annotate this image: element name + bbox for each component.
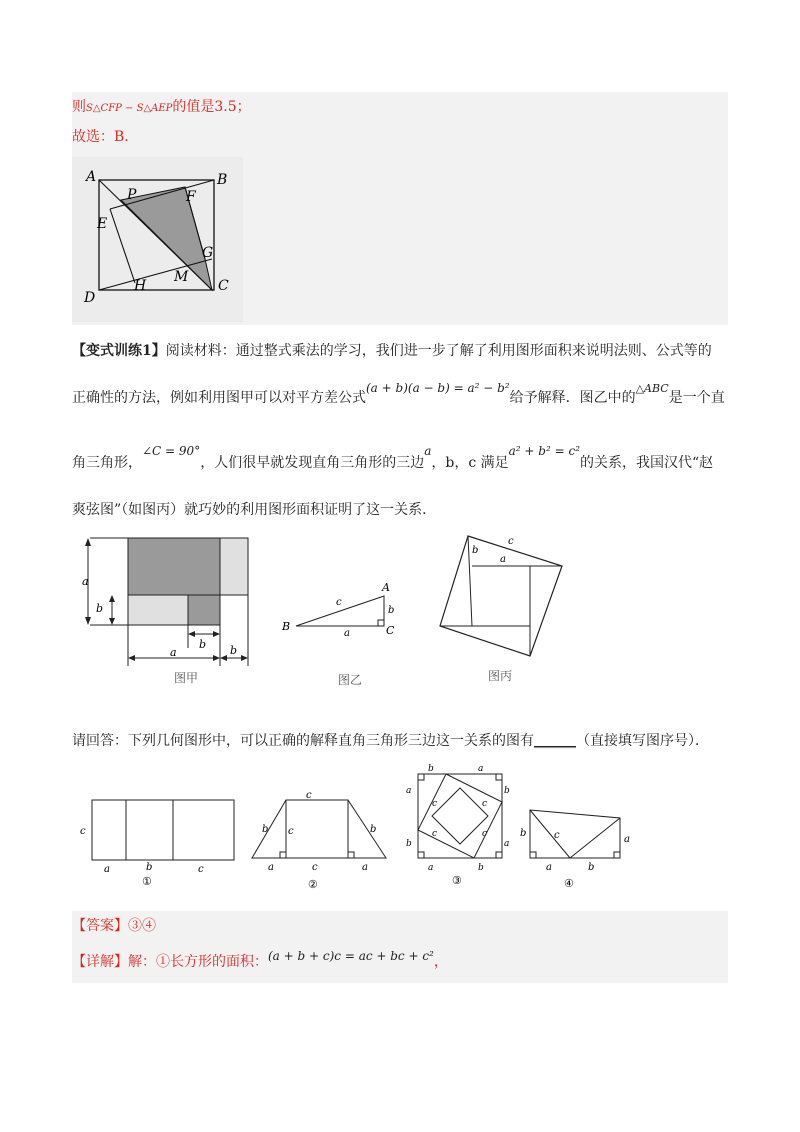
jia-label-b-left: b bbox=[96, 602, 104, 615]
label-f: F bbox=[186, 189, 196, 205]
bing-label-c: c bbox=[508, 536, 514, 547]
opt1-label-c: c bbox=[198, 864, 204, 875]
label-b: B bbox=[217, 172, 228, 188]
opt3-label-b-right: b bbox=[504, 786, 510, 796]
jia-label-b-mid: b bbox=[199, 638, 207, 651]
figure-yi bbox=[278, 578, 408, 688]
bing-caption: 图丙 bbox=[488, 669, 513, 683]
question-text-b: （直接填写图序号）． bbox=[576, 733, 709, 749]
opt1-label-c-left: c bbox=[80, 826, 86, 837]
answer-line bbox=[72, 916, 156, 936]
option-figure-3 bbox=[402, 758, 512, 888]
exercise-text-2a: 正确性的方法，例如利用图甲可以对平方差公式 bbox=[72, 390, 366, 406]
exercise-text-3c: ，b，c 满足 bbox=[431, 455, 509, 471]
figure-bing bbox=[432, 528, 572, 688]
opt4-label-a-right: a bbox=[624, 834, 630, 845]
answer-label: 【答案】 bbox=[72, 918, 128, 934]
option-1-number: ① bbox=[142, 875, 152, 888]
label-m: M bbox=[174, 269, 189, 285]
exercise-line-2 bbox=[72, 381, 725, 409]
exercise-line-3 bbox=[72, 444, 714, 473]
label-h: H bbox=[134, 278, 147, 294]
option-figure-4 bbox=[520, 790, 640, 900]
opt4-label-b-left: b bbox=[520, 828, 527, 839]
result-suffix: 的值是3.5； bbox=[172, 99, 251, 115]
opt2-label-c-left: c bbox=[288, 826, 294, 837]
opt3-label-a-right: a bbox=[504, 839, 510, 849]
opt3-label-a-top: a bbox=[478, 764, 484, 774]
label-g: G bbox=[202, 245, 214, 261]
opt2-label-c-bottom: c bbox=[312, 862, 318, 873]
opt3-label-c-2: c bbox=[482, 799, 488, 809]
square-figure-panel bbox=[72, 157, 243, 322]
answer-value: ③④ bbox=[128, 918, 156, 934]
jia-label-a-left: a bbox=[82, 575, 89, 588]
result-line bbox=[72, 97, 251, 119]
opt4-label-a-bottom: a bbox=[546, 862, 552, 873]
area-difference-expr: S△CFP − S△AEP bbox=[86, 103, 173, 114]
opt3-label-c-1: c bbox=[432, 799, 438, 809]
question-text-a: 请回答：下列几何图形中，可以正确的解释直角三角形三边这一关系的图有 bbox=[72, 733, 534, 749]
label-a: A bbox=[86, 169, 97, 185]
opt4-label-b-bottom: b bbox=[588, 862, 595, 873]
question-line bbox=[72, 731, 709, 751]
exercise-label: 【变式训练1】 bbox=[72, 343, 166, 359]
label-d: D bbox=[84, 290, 96, 306]
option-4-number: ④ bbox=[564, 877, 574, 890]
option-figure-2 bbox=[238, 790, 398, 900]
label-e: E bbox=[97, 216, 108, 232]
opt3-label-a-bottom: a bbox=[428, 863, 434, 873]
label-c: C bbox=[218, 278, 229, 294]
option-2-number: ② bbox=[308, 878, 318, 891]
opt3-label-b-top: b bbox=[428, 764, 434, 774]
detail-tail: ， bbox=[433, 954, 448, 970]
opt2-label-a-left: a bbox=[268, 862, 274, 873]
opt2-label-b-left: b bbox=[262, 824, 269, 835]
jia-label-a-bottom: a bbox=[170, 646, 177, 659]
answer-block bbox=[72, 911, 728, 983]
label-p: P bbox=[127, 187, 137, 203]
square-figure bbox=[72, 157, 243, 322]
result-prefix: 则 bbox=[72, 99, 86, 115]
bing-label-b: b bbox=[472, 545, 479, 556]
triangle-abc: △ABC bbox=[635, 382, 669, 395]
choice-line: 故选：B. bbox=[72, 129, 129, 145]
opt3-label-b-bottom: b bbox=[478, 863, 484, 873]
right-angle-expr: ∠C = 90° bbox=[142, 444, 201, 458]
opt3-label-c-3: c bbox=[432, 829, 438, 839]
exercise-text-3b: ，人们很早就发现直角三角形的三边 bbox=[200, 455, 425, 471]
opt2-label-a-right: a bbox=[362, 862, 368, 873]
yi-label-a-side: a bbox=[344, 628, 350, 639]
exercise-text-3d: 的关系，我国汉代“赵 bbox=[579, 455, 714, 471]
detail-label: 【详解】 bbox=[72, 954, 128, 970]
yi-caption: 图乙 bbox=[338, 673, 363, 687]
exercise-text-2c: 是一个直 bbox=[668, 390, 725, 406]
opt3-label-a-left: a bbox=[406, 786, 412, 796]
exercise-line-4: 爽弦图”（如图丙）就巧妙的利用图形面积证明了这一关系． bbox=[72, 502, 437, 518]
detail-line bbox=[72, 949, 448, 972]
yi-label-b-side: b bbox=[388, 605, 395, 616]
bing-label-a: a bbox=[500, 554, 506, 565]
answer-blank[interactable]: ______ bbox=[534, 733, 576, 749]
opt2-label-b-right: b bbox=[370, 824, 377, 835]
opt2-label-c-top: c bbox=[306, 790, 312, 801]
opt1-label-b: b bbox=[146, 862, 153, 873]
opt1-label-a: a bbox=[104, 864, 110, 875]
exercise-text-2b: 给予解释．图乙中的 bbox=[509, 390, 636, 406]
yi-label-a-vertex: A bbox=[382, 581, 390, 594]
pythagoras-formula: a² + b² = c² bbox=[508, 444, 580, 458]
opt3-label-c-4: c bbox=[482, 829, 488, 839]
opt4-label-c: c bbox=[554, 830, 560, 841]
option-figure-1 bbox=[76, 790, 236, 900]
detail-text: 解：①长方形的面积： bbox=[128, 954, 268, 970]
difference-of-squares-formula: (a + b)(a − b) = a² − b² bbox=[366, 381, 510, 395]
exercise-text-3a: 角三角形， bbox=[72, 455, 142, 471]
jia-caption: 图甲 bbox=[174, 671, 199, 685]
yi-label-c-side: c bbox=[336, 597, 342, 608]
exercise-text-1: 阅读材料：通过整式乘法的学习，我们进一步了解了利用图形面积来说明法则、公式等的 bbox=[165, 343, 712, 359]
yi-label-b-vertex: B bbox=[282, 620, 291, 633]
option-3-number: ③ bbox=[452, 874, 462, 887]
figure-jia bbox=[82, 530, 262, 690]
jia-label-b-bottom: b bbox=[230, 644, 238, 657]
exercise-line-1 bbox=[72, 341, 712, 361]
var-a: a bbox=[424, 444, 432, 458]
rectangle-area-formula: (a + b + c)c = ac + bc + c² bbox=[268, 949, 434, 963]
yi-label-c-vertex: C bbox=[386, 624, 395, 637]
opt3-label-b-left: b bbox=[406, 839, 412, 849]
